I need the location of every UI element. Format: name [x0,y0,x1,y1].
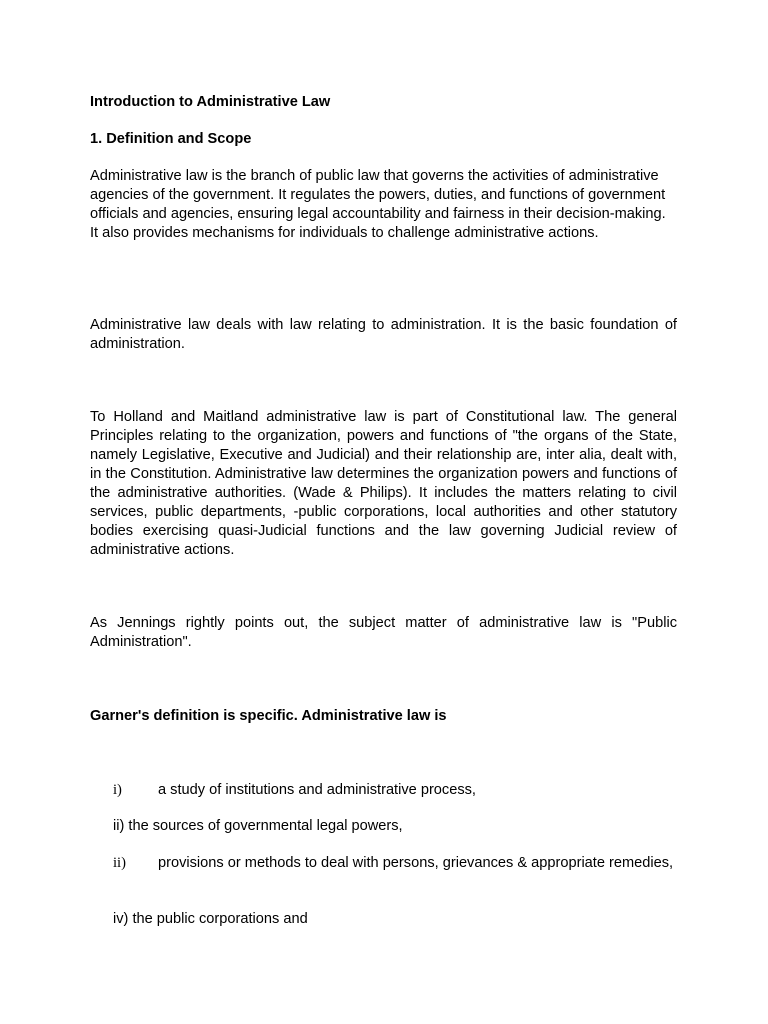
list-item-text: a study of institutions and administrative process, [158,782,476,798]
paragraph-administration: Administrative law deals with law relating to administration. It is the basic foundation of administration. [90,317,677,352]
list-item [113,817,677,836]
garner-heading: Garner's definition is specific. Administrative law is [90,708,447,724]
list-item [113,910,677,929]
list-item-text: ii) the sources of governmental legal powers, [113,818,403,834]
list-marker: i) [113,782,122,798]
document-title: Introduction to Administrative Law [90,94,331,110]
section-heading: 1. Definition and Scope [90,131,252,147]
list-item [113,854,677,892]
paragraph-holland-maitland: To Holland and Maitland administrative law is part of Constitutional law. The general Principles relating to the organization, powers and functions of "the organs of the State, namely Legislative, Executive and Judicial) and their relationship are, inter alia, dealt with, in the Constitution. Administrative law determines the organization powers and functions of the administrative authorities. (Wade & Philips). It includes the matters relating to civil services, public departments, -public corporations, local authorities and other statutory bodies exercising quasi-Judicial functions and the law governing Judicial review of administrative actions. [90,409,677,558]
paragraph-jennings: As Jennings rightly points out, the subject matter of administrative law is "Public Administration". [90,615,677,650]
list-item [113,781,677,800]
list-item-text: iv) the public corporations and [113,911,308,927]
paragraph-definition: Administrative law is the branch of public law that governs the activities of administrative agencies of the government. It regulates the powers, duties, and functions of government officials and agencies, ensuring legal accountability and fairness in their decision-making. It also provides mechanisms for individuals to challenge administrative actions. [90,168,666,241]
list-item-text: provisions or methods to deal with persons, grievances & appropriate remedies, [158,855,674,871]
list-marker: ii) [113,855,126,871]
